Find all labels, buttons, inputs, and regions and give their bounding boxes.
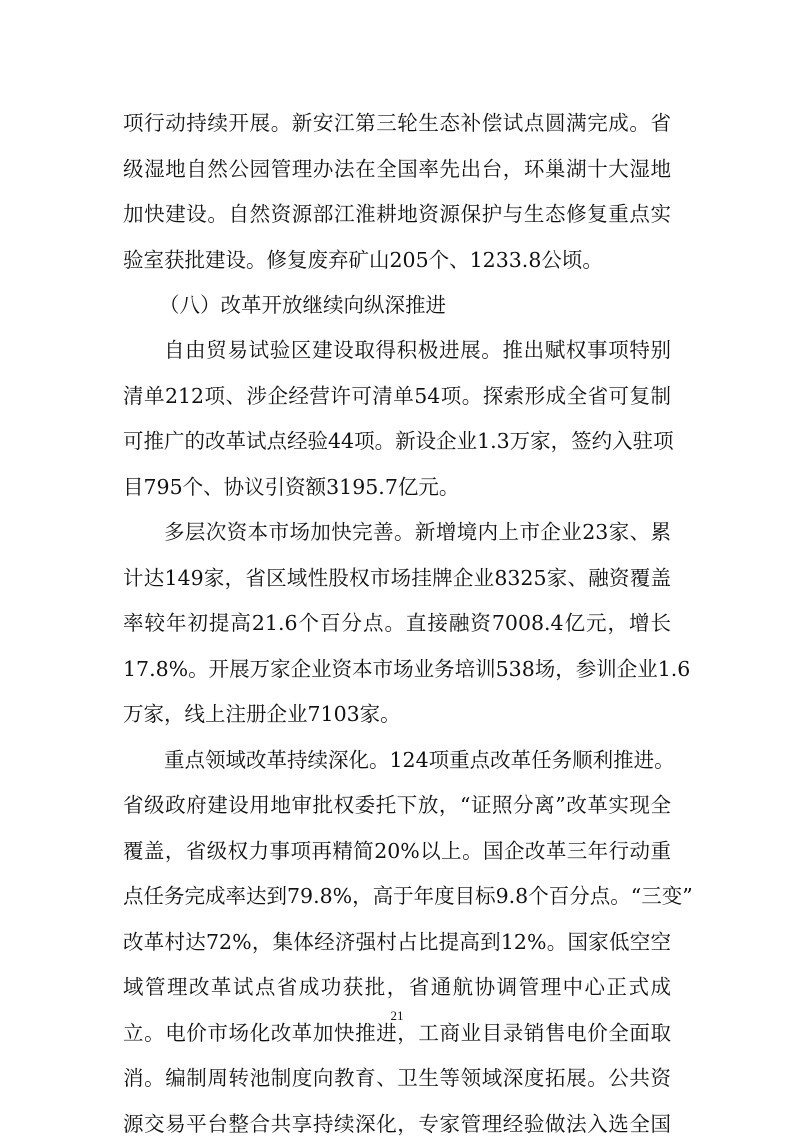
text-fragment: 新增境内上市企业23家、累 [414,520,672,544]
paragraph-lead: 重点领域改革持续深化。 [164,748,390,772]
text-line: 省级政府建设用地审批权委托下放，“证照分离”改革实现全 [123,793,671,817]
text-line: 计达149家，省区域性股权市场挂牌企业8325家、融资覆盖 [123,566,671,590]
text-line: 清单212项、涉企经营许可清单54项。探索形成全省可复制 [123,384,671,408]
text-line: 验室获批建设。修复废弃矿山205个、1233.8公顷。 [123,248,603,272]
text-line: 覆盖，省级权力事项再精简20%以上。国企改革三年行动重 [123,839,671,863]
paragraph-lead: 多层次资本市场加快完善。 [164,520,415,544]
text-fragment: 推出赋权事项特别 [502,338,672,362]
text-line: 可推广的改革试点经验44项。新设企业1.3万家，签约入驻项 [123,429,674,453]
text-line: 点任务完成率达到79.8%，高于年度目标9.8个百分点。“三变” [123,884,693,908]
text-line: 万家，线上注册企业7103家。 [123,702,401,726]
paragraph-lead: 自由贸易试验区建设取得积极进展。 [164,338,503,362]
text-line: 加快建设。自然资源部江淮耕地资源保护与生态修复重点实 [123,202,671,226]
paragraph-first-line [164,337,671,363]
paragraph-first-line [164,519,671,545]
text-line: 率较年初提高21.6个百分点。直接融资7008.4亿元，增长 [123,611,671,635]
text-line: 项行动持续开展。新安江第三轮生态补偿试点圆满完成。省 [123,111,671,135]
text-line: 立。电价市场化改革加快推进，工商业目录销售电价全面取 [123,1021,671,1045]
section-heading: （八）改革开放继续向纵深推进 [159,293,446,317]
text-line: 级湿地自然公园管理办法在全国率先出台，环巢湖十大湿地 [123,157,671,181]
page-number: 21 [390,1008,404,1023]
text-fragment: 124项重点改革任务顺利推进。 [389,748,675,772]
text-line: 目795个、协议引资额3195.7亿元。 [123,475,460,499]
text-line: 17.8%。开展万家企业资本市场业务培训538场，参训企业1.6 [123,657,691,681]
paragraph-first-line [164,747,675,773]
text-line: 源交易平台整合共享持续深化，专家管理经验做法入选全国 [123,1112,671,1136]
text-line: 域管理改革试点省成功获批，省通航协调管理中心正式成 [123,975,671,999]
text-line: 改革村达72%，集体经济强村占比提高到12%。国家低空空 [123,930,671,954]
text-line: 消。编制周转池制度向教育、卫生等领域深度拓展。公共资 [123,1066,671,1090]
